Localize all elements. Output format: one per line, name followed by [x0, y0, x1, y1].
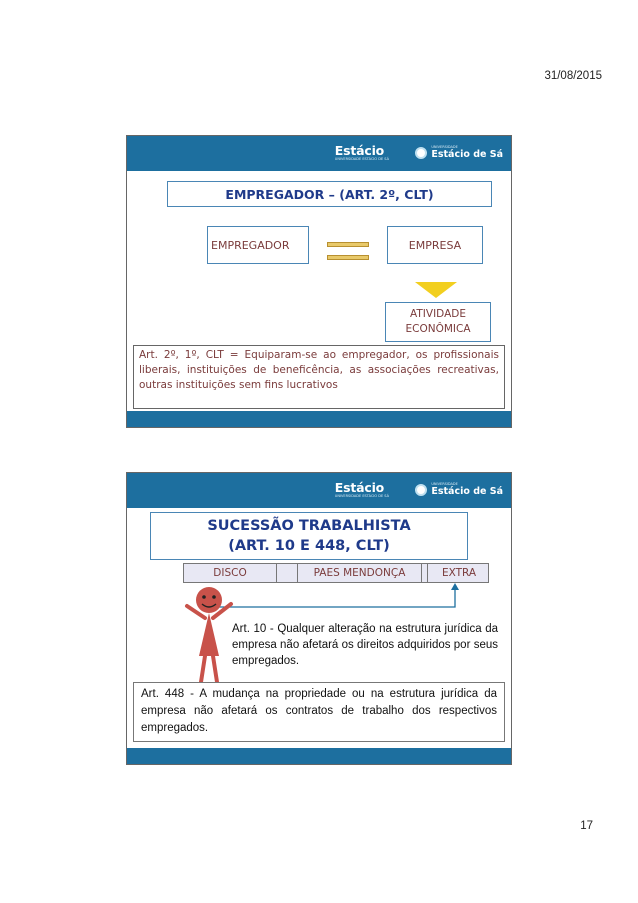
article-448-text: Art. 448 - A mudança na propriedade ou na estrutura jurídica da empresa não afetará os contratos de trabalho dos respectivos empregados. [133, 682, 505, 742]
page-date: 31/08/2015 [544, 70, 602, 82]
estacio-logo: Estácio UNIVERSIDADE ESTÁCIO DE SÁ [334, 480, 389, 498]
slide-header [127, 136, 511, 171]
title-line2: (ART. 10 E 448, CLT) [228, 538, 390, 554]
tag-disco: DISCO [184, 564, 277, 582]
tag-paes-mendonca: PAES MENDONÇA [297, 564, 422, 582]
atividade-economica-box [385, 302, 491, 342]
slide-footer [127, 411, 511, 427]
article-10-text: Art. 10 - Qualquer alteração na estrutura jurídica da empresa não afetará os direitos adquiridos por seus empregados. [232, 621, 498, 671]
page-number: 17 [580, 820, 593, 832]
person-icon [183, 586, 235, 686]
slide-title: EMPREGADOR – (ART. 2º, CLT) [167, 181, 492, 207]
article-2-text: Art. 2º, 1º, CLT = Equiparam-se ao empregador, os profissionais liberais, instituições de beneficência, as associações recreativas, outras instituições sem fins lucrativos [133, 345, 505, 409]
slide-sucessao [126, 472, 512, 765]
seal-icon [415, 147, 427, 159]
equals-icon-bottom-bar [327, 255, 369, 260]
slide-footer [127, 748, 511, 764]
tag-extra: EXTRA [427, 564, 490, 582]
equals-icon-top-bar [327, 242, 369, 247]
estacio-de-sa-logo: UNIVERSIDADE Estácio de Sá [415, 482, 503, 497]
atividade-line2: ECONÔMICA [405, 323, 471, 335]
down-arrow-icon [415, 282, 457, 298]
empresa-box: EMPRESA [387, 226, 483, 264]
title-line1: SUCESSÃO TRABALHISTA [207, 518, 411, 534]
estacio-logo: Estácio UNIVERSIDADE ESTÁCIO DE SÁ [334, 143, 389, 161]
estacio-de-sa-logo: UNIVERSIDADE Estácio de Sá [415, 145, 503, 160]
slide-empregador [126, 135, 512, 428]
empregador-box: EMPREGADOR [207, 226, 309, 264]
atividade-line1: ATIVIDADE [410, 308, 466, 320]
